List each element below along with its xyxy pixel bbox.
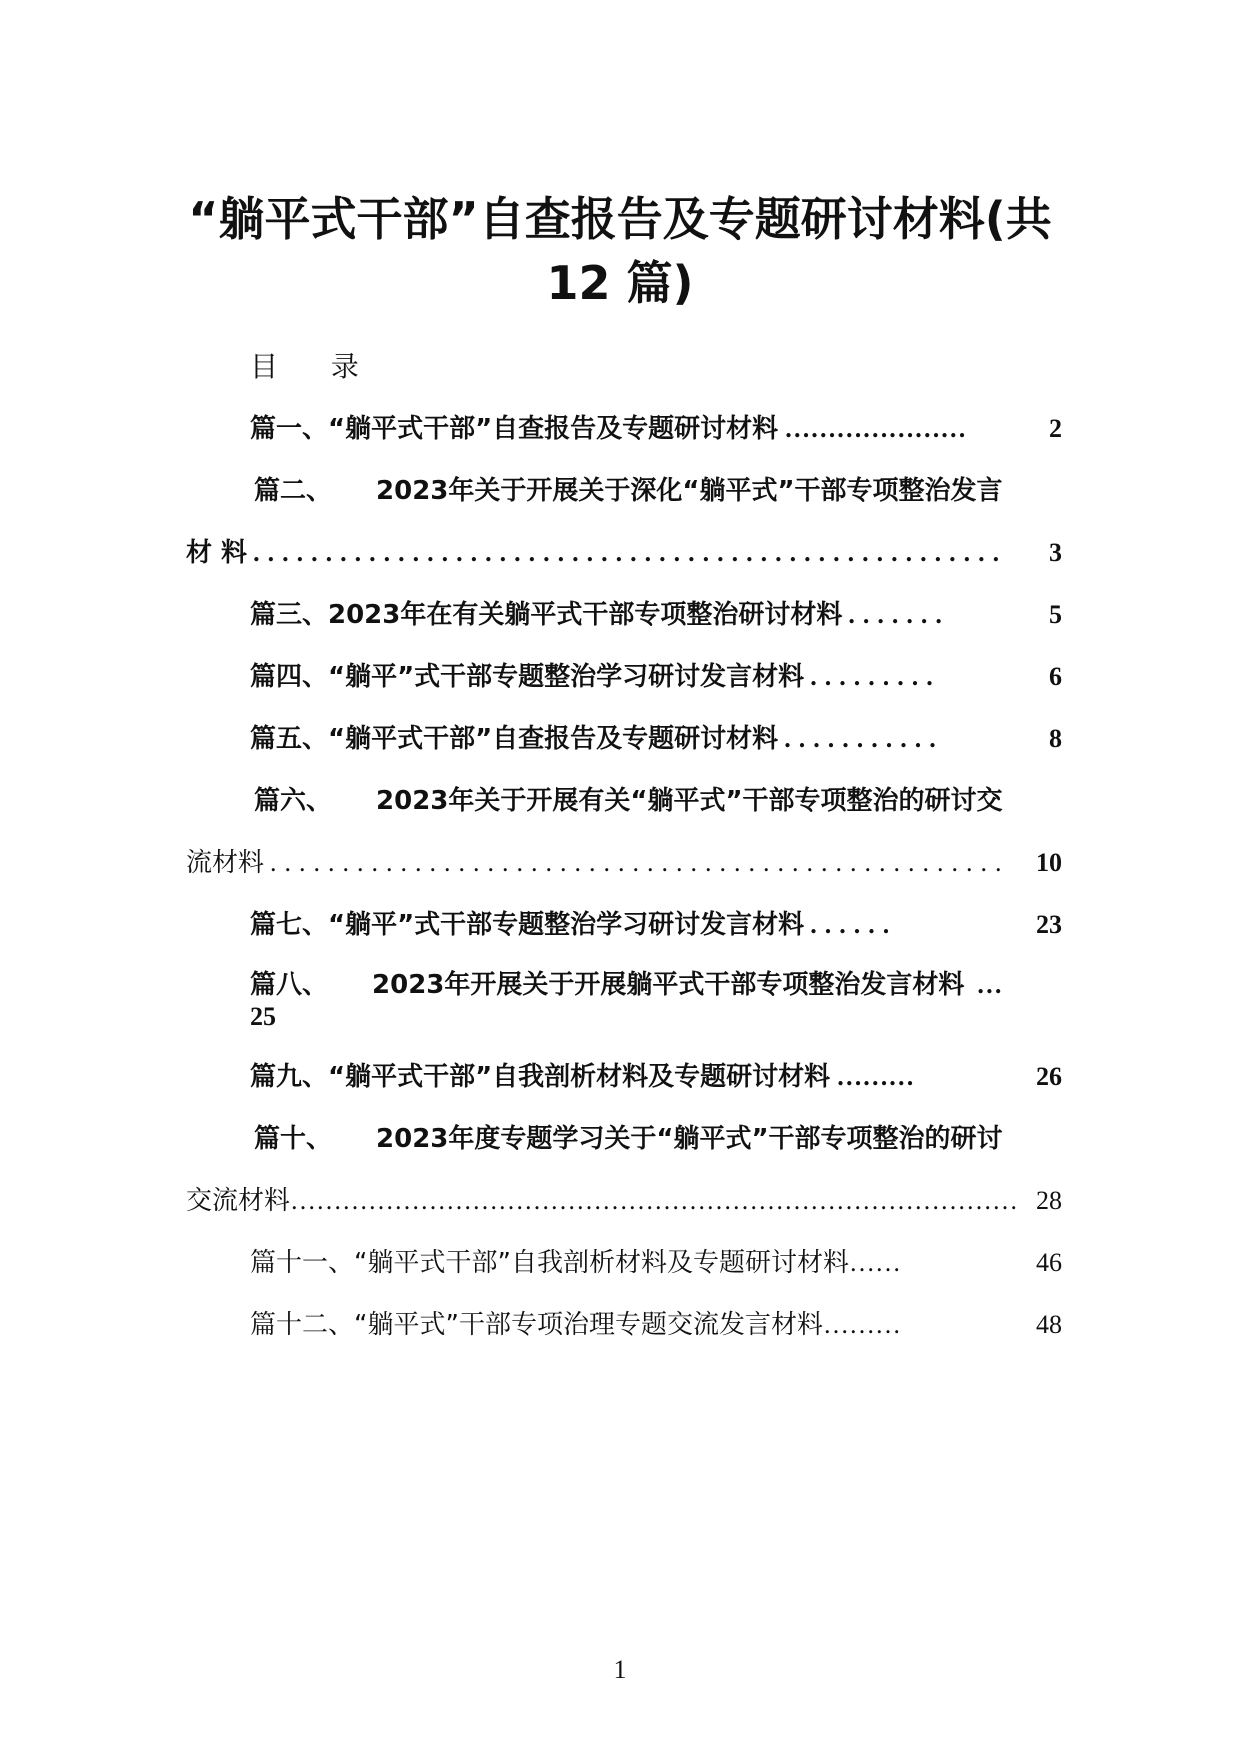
- toc-entry-2-continuation[interactable]: [186, 536, 1062, 570]
- toc-leader-dots: ………: [836, 1062, 915, 1091]
- toc-entry-10[interactable]: [254, 1122, 1062, 1156]
- toc-entry-continuation: 交流材料: [186, 1186, 291, 1216]
- toc-entry-6-continuation[interactable]: [186, 846, 1062, 880]
- toc-entry-label: 篇五、“躺平式干部”自查报告及专题研讨材料: [250, 724, 779, 754]
- toc-entry-2[interactable]: [254, 474, 1062, 508]
- toc-leader-dots: .........: [810, 662, 941, 691]
- toc-page-number: 5: [1049, 600, 1062, 629]
- toc-page-number: 2: [1049, 414, 1062, 443]
- toc-page-number: 25: [250, 1002, 276, 1031]
- toc-entry-label: 篇四、“躺平”式干部专题整治学习研讨发言材料: [250, 662, 805, 692]
- toc-leader-dots: …: [976, 970, 1003, 999]
- toc-entry-5[interactable]: [250, 722, 1062, 756]
- toc-entry-4[interactable]: [250, 660, 1062, 694]
- toc-entry-11[interactable]: [250, 1246, 1062, 1280]
- toc-page-number: 48: [1036, 1310, 1062, 1339]
- toc-leader-dots: …………………: [784, 414, 967, 443]
- toc-leader-dots: ......: [810, 910, 898, 939]
- toc-entry-label: 篇三、2023年在有关躺平式干部专项整治研讨材料: [250, 600, 843, 630]
- toc-entry-3[interactable]: [250, 598, 1062, 632]
- toc-entry-label: 篇十二、“躺平式”干部专项治理专题交流发言材料: [250, 1310, 823, 1340]
- toc-entry-label: 2023年度专题学习关于“躺平式”干部专项整治的研讨: [376, 1124, 1003, 1154]
- toc-page-number: 6: [1049, 662, 1062, 691]
- toc-page-number: 28: [1036, 1186, 1062, 1215]
- toc-entry-7[interactable]: [250, 908, 1062, 942]
- toc-entry-prefix: 篇六、: [254, 786, 333, 816]
- toc-page-number: 23: [1036, 910, 1062, 939]
- toc-entry-1[interactable]: [250, 412, 1062, 446]
- toc-leader-dots: .......: [848, 600, 950, 629]
- toc-entry-8[interactable]: [250, 968, 1062, 1002]
- toc-entry-label: 篇十一、“躺平式干部”自我剖析材料及专题研讨材料: [250, 1248, 849, 1278]
- toc-entry-label: 2023年关于开展有关“躺平式”干部专项整治的研讨交: [376, 786, 1003, 816]
- toc-leader-dots: ....................................................: [253, 538, 1008, 567]
- document-title-line-2: 12 篇): [546, 256, 694, 310]
- toc-heading: 目 录: [250, 350, 381, 383]
- toc-entry-continuation: 流材料: [186, 848, 265, 878]
- toc-entry-9[interactable]: [250, 1060, 1062, 1094]
- document-title-line-1: “躺平式干部”自查报告及专题研讨材料(共: [188, 192, 1052, 246]
- toc-leader-dots: ………: [822, 1310, 901, 1339]
- toc-page-number: 10: [1036, 848, 1062, 877]
- toc-entry-12[interactable]: [250, 1308, 1062, 1342]
- toc-entry-label: 2023年开展关于开展躺平式干部专项整治发言材料: [372, 970, 965, 1000]
- toc-entry-prefix: 篇十、: [254, 1124, 333, 1154]
- toc-leader-dots: …………………………………………………………………………: [290, 1186, 1019, 1215]
- page-number: 1: [613, 1655, 627, 1684]
- toc-page-number: 46: [1036, 1248, 1062, 1277]
- toc-page-number: 26: [1036, 1062, 1062, 1091]
- toc-leader-dots: ……: [848, 1248, 901, 1277]
- toc-leader-dots: ...................................................: [270, 848, 1010, 877]
- toc-page-number: 3: [1049, 538, 1062, 567]
- toc-leader-dots: ...........: [784, 724, 944, 753]
- toc-entry-label: 篇七、“躺平”式干部专题整治学习研讨发言材料: [250, 910, 805, 940]
- toc-page-number: 8: [1049, 724, 1062, 753]
- toc-entry-prefix: 篇二、: [254, 476, 333, 506]
- toc-entry-continuation: 材 料: [186, 538, 248, 568]
- toc-entry-label: 篇九、“躺平式干部”自我剖析材料及专题研讨材料: [250, 1062, 831, 1092]
- toc-entry-prefix: 篇八、: [250, 970, 329, 1000]
- toc-entry-10-continuation[interactable]: [186, 1184, 1062, 1218]
- toc-entry-6[interactable]: [254, 784, 1062, 818]
- toc-entry-label: 篇一、“躺平式干部”自查报告及专题研讨材料: [250, 414, 779, 444]
- toc-entry-8-page-row[interactable]: [250, 1000, 450, 1034]
- toc-entry-label: 2023年关于开展关于深化“躺平式”干部专项整治发言: [376, 476, 1003, 506]
